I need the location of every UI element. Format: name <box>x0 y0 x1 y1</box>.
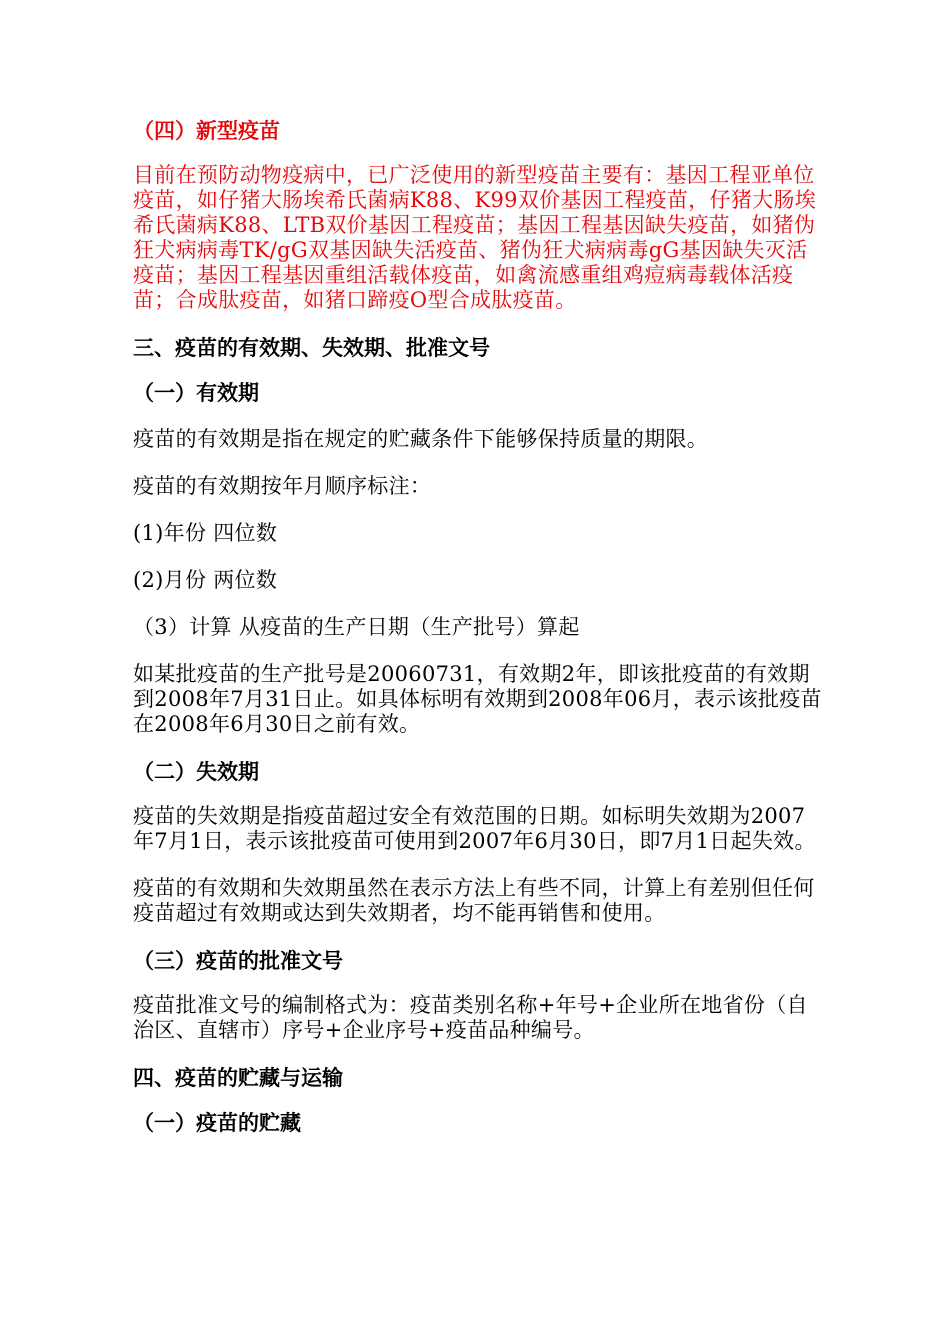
paragraph-new-vaccine: 目前在预防动物疫病中，已广泛使用的新型疫苗主要有：基因工程亚单位疫苗，如仔猪大肠埃希氏菌病K88、K99双价基因工程疫苗，仔猪大肠埃希氏菌病K88、LTB双价基因工程疫苗；基因工程基因缺失疫苗，如猪伪狂犬病病毒TK/gG双基因缺失活疫苗、猪伪狂犬病病毒gG基因缺失灭活疫苗；基因工程基因重组活载体疫苗，如禽流感重组鸡痘病毒载体活疫苗；合成肽疫苗，如猪口蹄疫O型合成肽疫苗。 <box>133 163 817 312</box>
paragraph-approval: 疫苗批准文号的编制格式为：疫苗类别名称+年号+企业所在地省份（自治区、直辖市）序号+企业序号+疫苗品种编号。 <box>133 993 808 1042</box>
subheading-approval: （三）疫苗的批准文号 <box>133 948 343 973</box>
section-heading-4: 四、疫苗的贮藏与运输 <box>133 1065 343 1090</box>
paragraph-validity-example: 如某批疫苗的生产批号是20060731，有效期2年，即该批疫苗的有效期到2008年7月31日止。如具体标明有效期到2008年06月，表示该批疫苗在2008年6月30日之前有效。 <box>133 662 822 736</box>
section-heading-3: 三、疫苗的有效期、失效期、批准文号 <box>133 335 490 360</box>
list-item-calculation: （3）计算 从疫苗的生产日期（生产批号）算起 <box>133 615 580 639</box>
subheading-validity: （一）有效期 <box>133 380 259 405</box>
subheading-expiry: （二）失效期 <box>133 759 259 784</box>
paragraph-expiry-definition: 疫苗的失效期是指疫苗超过安全有效范围的日期。如标明失效期为2007年7月1日，表示该批疫苗可使用到2007年6月30日，即7月1日起失效。 <box>133 804 816 853</box>
paragraph-validity-definition: 疫苗的有效期是指在规定的贮藏条件下能够保持质量的期限。 <box>133 427 709 451</box>
section-heading-new-vaccine: （四）新型疫苗 <box>133 118 280 143</box>
document-page <box>133 112 823 1137</box>
list-item-month: (2)月份 两位数 <box>133 568 278 592</box>
subheading-storage: （一）疫苗的贮藏 <box>133 1110 301 1135</box>
paragraph-validity-format: 疫苗的有效期按年月顺序标注： <box>133 474 432 498</box>
list-item-year: (1)年份 四位数 <box>133 521 278 545</box>
paragraph-expiry-comparison: 疫苗的有效期和失效期虽然在表示方法上有些不同，计算上有差别但任何疫苗超过有效期或达到失效期者，均不能再销售和使用。 <box>133 876 815 925</box>
